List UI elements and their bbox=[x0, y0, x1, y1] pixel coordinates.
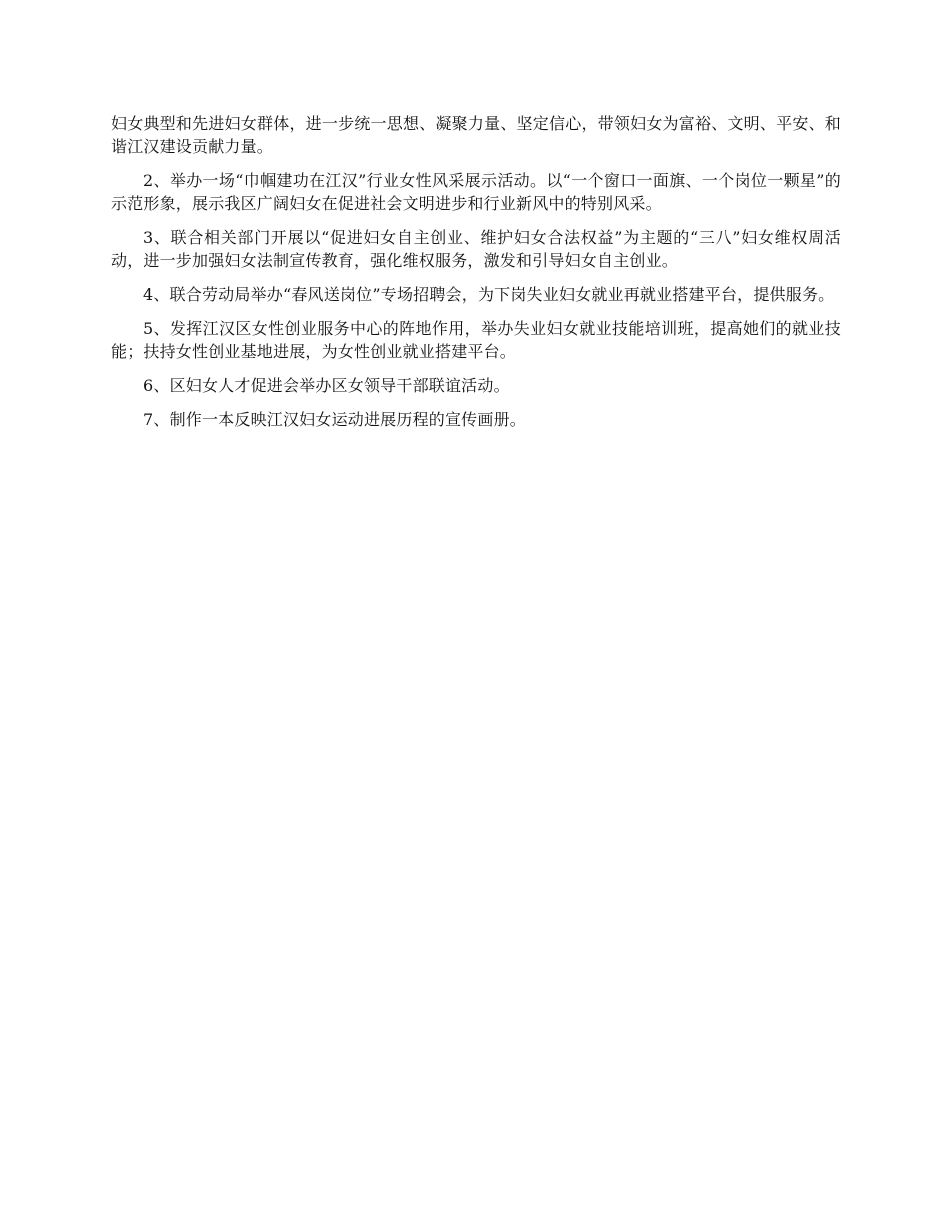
document-body bbox=[111, 112, 841, 442]
paragraph-item-3: 3、联合相关部门开展以“促进妇女自主创业、维护妇女合法权益”为主题的“三八”妇女维权周活动，进一步加强妇女法制宣传教育，强化维权服务，激发和引导妇女自主创业。 bbox=[111, 228, 841, 270]
paragraph-item-7: 7、制作一本反映江汉妇女运动进展历程的宣传画册。 bbox=[143, 410, 526, 429]
paragraph-item-2: 2、举办一场“巾帼建功在江汉”行业女性风采展示活动。以“一个窗口一面旗、一个岗位一颗星”的示范形象，展示我区广阔妇女在促进社会文明进步和行业新风中的特别风采。 bbox=[111, 171, 841, 213]
paragraph-continuation: 妇女典型和先进妇女群体，进一步统一思想、凝聚力量、坚定信心，带领妇女为富裕、文明、平安、和谐江汉建设贡献力量。 bbox=[111, 114, 841, 156]
paragraph-item-5: 5、发挥江汉区女性创业服务中心的阵地作用，举办失业妇女就业技能培训班，提高她们的就业技能；扶持女性创业基地进展，为女性创业就业搭建平台。 bbox=[111, 319, 841, 361]
paragraph-item-6: 6、区妇女人才促进会举办区女领导干部联谊活动。 bbox=[143, 376, 510, 395]
paragraph-item-4: 4、联合劳动局举办“春风送岗位”专场招聘会，为下岗失业妇女就业再就业搭建平台，提供服务。 bbox=[143, 285, 835, 304]
